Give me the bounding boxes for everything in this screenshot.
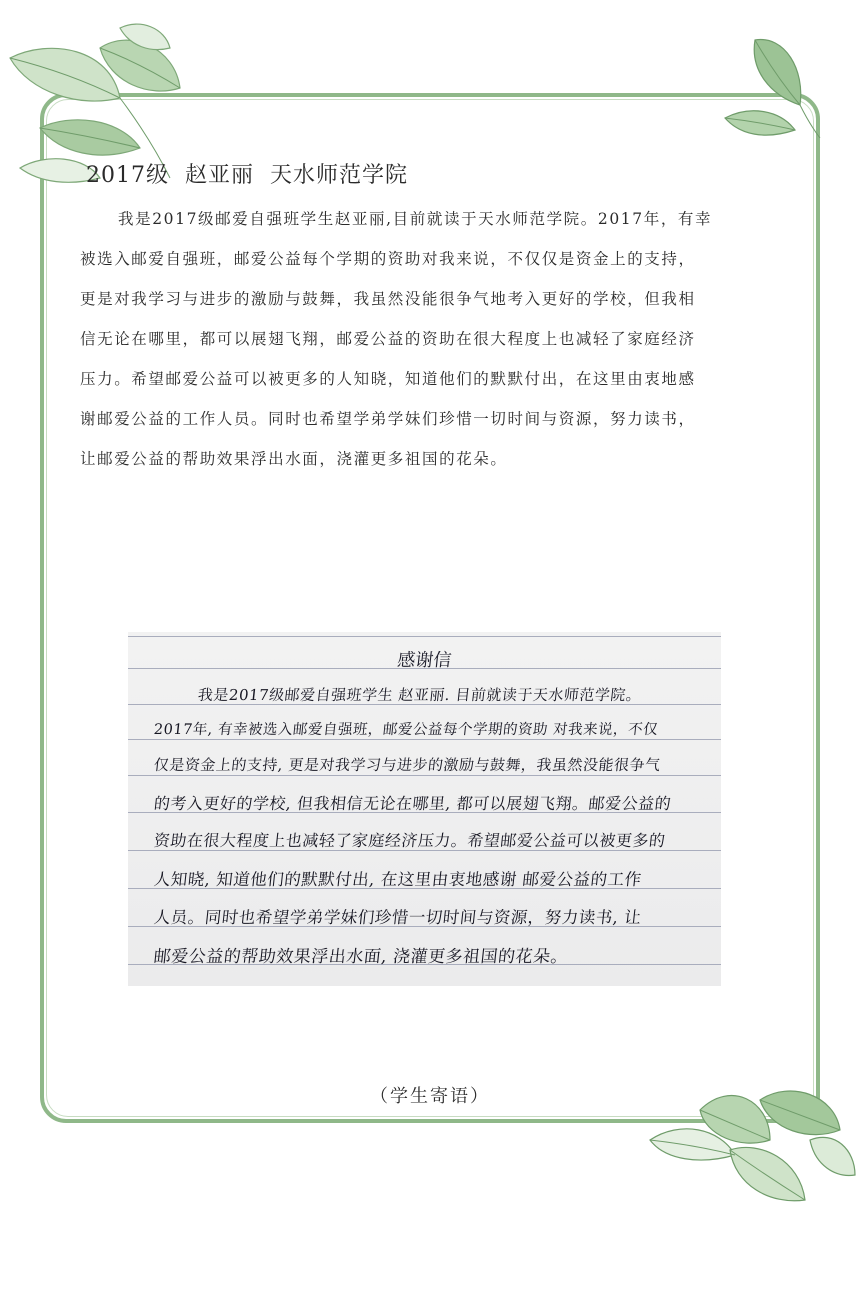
paragraph-line: 压力。希望邮爱公益可以被更多的人知晓，知道他们的默默付出，在这里由衷地感 xyxy=(80,370,696,388)
letter-line: 人知晓, 知道他们的默默付出, 在这里由衷地感谢 邮爱公益的工作 xyxy=(152,870,643,889)
leaf-decoration-top-right-icon xyxy=(720,30,860,150)
page-title: 2017级 赵亚丽 天水师范学院 xyxy=(86,163,408,188)
handwritten-letter-photo xyxy=(128,632,721,986)
caption-student-message: （学生寄语） xyxy=(370,1086,490,1107)
letter-line: 资助在很大程度上也减轻了家庭经济压力。希望邮爱公益可以被更多的 xyxy=(152,831,667,850)
letter-line: 的考入更好的学校, 但我相信无论在哪里, 都可以展翅飞翔。邮爱公益的 xyxy=(152,794,673,813)
paragraph-line: 让邮爱公益的帮助效果浮出水面，浇灌更多祖国的花朵。 xyxy=(80,450,508,468)
letter-line: 2017年, 有幸被选入邮爱自强班，邮爱公益每个学期的资助 对我来说，不仅 xyxy=(153,722,659,738)
paragraph-line: 更是对我学习与进步的激励与鼓舞，我虽然没能很争气地考入更好的学校，但我相 xyxy=(80,290,696,308)
letter-line: 仅是资金上的支持, 更是对我学习与进步的激励与鼓舞，我虽然没能很争气 xyxy=(153,756,662,774)
intro-paragraph xyxy=(80,204,776,484)
letter-line: 我是2017级邮爱自强班学生 赵亚丽. 目前就读于天水师范学院。 xyxy=(197,686,643,704)
paragraph-line: 谢邮爱公益的工作人员。同时也希望学弟学妹们珍惜一切时间与资源，努力读书， xyxy=(80,410,696,428)
paragraph-line: 被选入邮爱自强班，邮爱公益每个学期的资助对我来说，不仅仅是资金上的支持， xyxy=(80,250,696,268)
paragraph-line: 我是2017级邮爱自强班学生赵亚丽,目前就读于天水师范学院。2017年，有幸 xyxy=(118,210,713,228)
paragraph-line: 信无论在哪里，都可以展翅飞翔，邮爱公益的资助在很大程度上也减轻了家庭经济 xyxy=(80,330,696,348)
letter-line: 人员。同时也希望学弟学妹们珍惜一切时间与资源，努力读书, 让 xyxy=(152,908,643,927)
letter-title: 感谢信 xyxy=(396,650,453,671)
letter-line: 邮爱公益的帮助效果浮出水面, 浇灌更多祖国的花朵。 xyxy=(152,947,570,967)
